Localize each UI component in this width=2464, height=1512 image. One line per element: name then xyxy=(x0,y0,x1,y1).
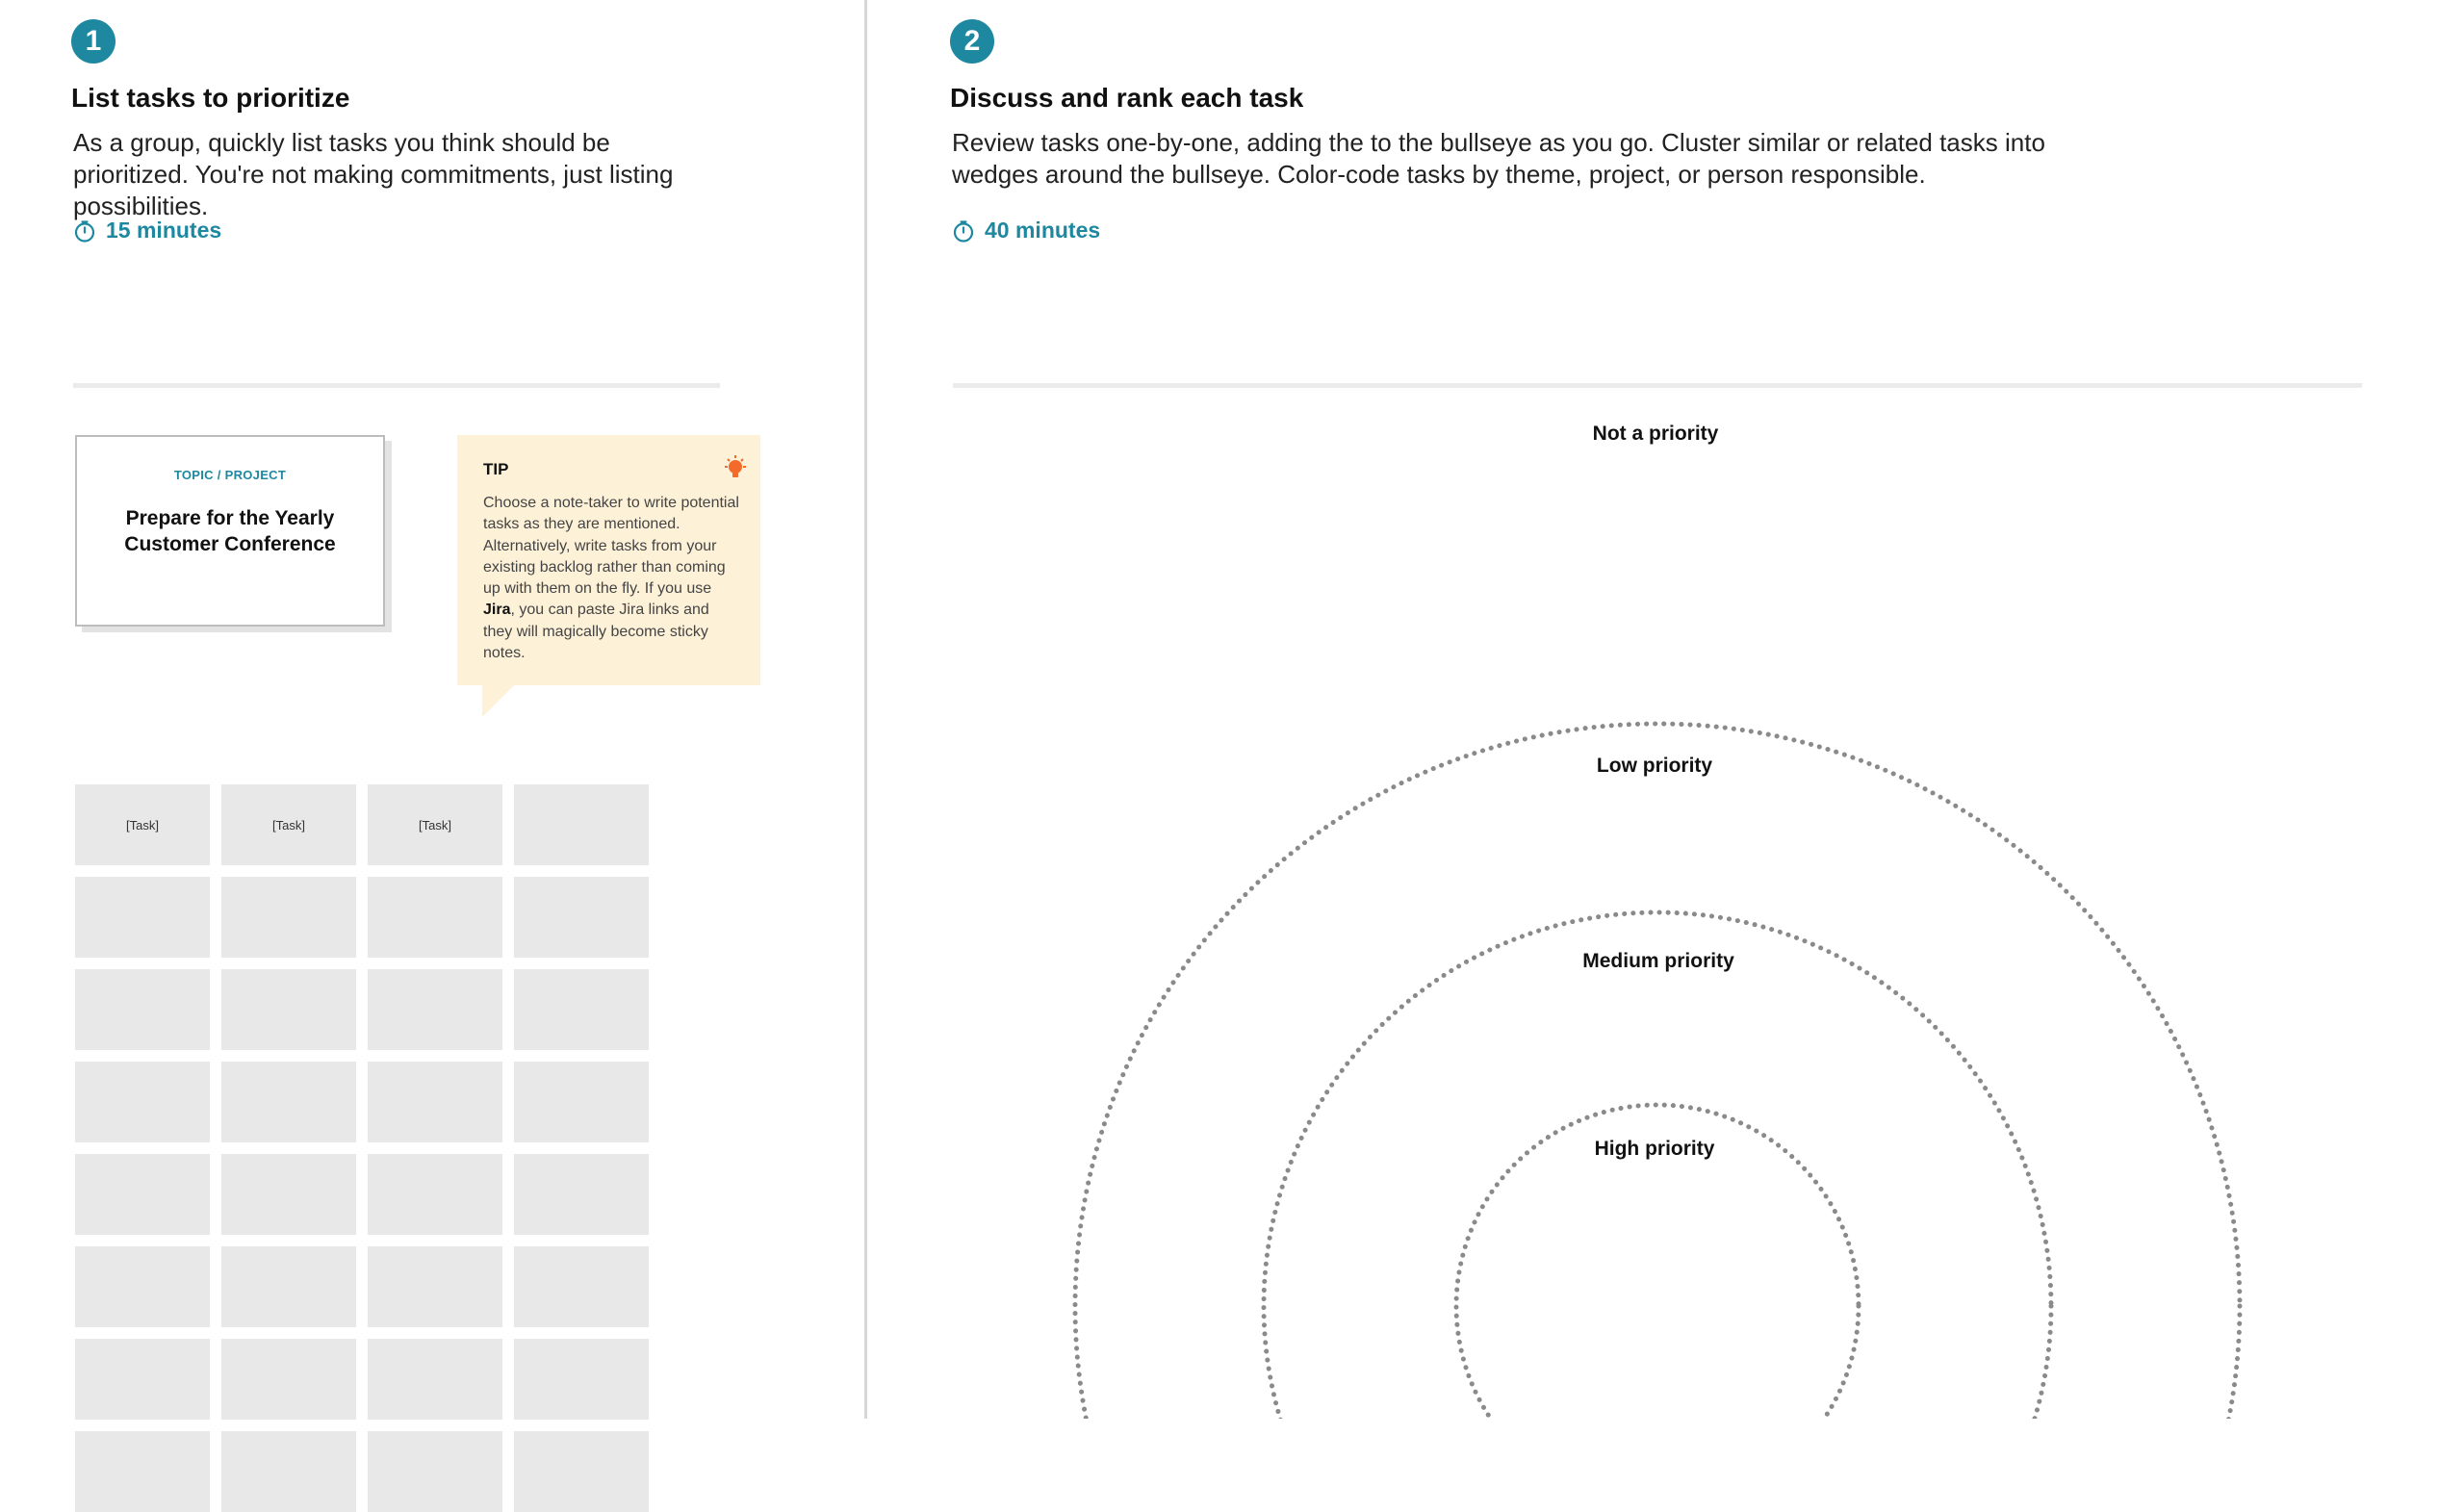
step-1-badge: 1 xyxy=(71,19,116,64)
task-sticky-note[interactable] xyxy=(221,1431,356,1512)
bullseye-ring-medium xyxy=(1264,912,2051,1419)
step-2-badge: 2 xyxy=(950,19,994,64)
step-1-title: List tasks to prioritize xyxy=(71,83,350,113)
task-sticky-note[interactable]: [Task] xyxy=(368,784,502,865)
tip-text-jira: Jira xyxy=(483,602,511,619)
step-1-description: As a group, quickly list tasks you think should be prioritized. You're not making commitments, just listing possibilities. xyxy=(73,128,674,220)
task-sticky-note[interactable] xyxy=(514,1431,649,1512)
tip-text: Choose a note-taker to write potential tasks as they are mentioned. Alternatively, write tasks from your existing backlog rather than coming up with them on the fly. If you use Jira, you can paste Jira links and they will magically become sticky notes. xyxy=(483,495,739,662)
topic-card-label: TOPIC / PROJECT xyxy=(173,468,287,482)
task-sticky-note[interactable] xyxy=(75,1431,210,1512)
zone-label-high-priority: High priority xyxy=(1594,1138,1715,1160)
tip-title: TIP xyxy=(483,460,509,478)
step-2-description: Review tasks one-by-one, adding the to the bullseye as you go. Cluster similar or related tasks into wedges around the bullseye. Color-code tasks by theme, project, or person responsible. xyxy=(952,128,2045,189)
zone-label-medium-priority: Medium priority xyxy=(1582,950,1734,972)
task-sticky-note[interactable]: [Task] xyxy=(221,784,356,865)
zone-label-not-priority: Not a priority xyxy=(1592,423,1719,445)
step-1-duration: 15 minutes xyxy=(106,218,222,243)
topic-card-title: Prepare for the Yearly Customer Conference xyxy=(124,507,336,555)
step-2-title: Discuss and rank each task xyxy=(950,83,1304,113)
bullseye-ring-low xyxy=(1075,724,2240,1419)
task-sticky-note[interactable] xyxy=(368,1431,502,1512)
zone-label-low-priority: Low priority xyxy=(1596,755,1713,777)
step-2-duration: 40 minutes xyxy=(985,218,1101,243)
task-sticky-note[interactable]: [Task] xyxy=(75,784,210,865)
